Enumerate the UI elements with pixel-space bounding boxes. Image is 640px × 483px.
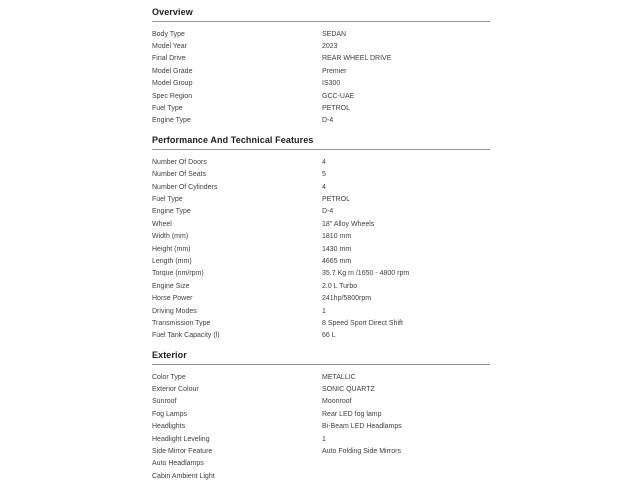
spec-row	[152, 156, 490, 168]
spec-label: Headlights	[152, 423, 186, 431]
spec-label: Spec Region	[152, 92, 193, 100]
spec-rows	[152, 156, 490, 342]
spec-row	[152, 78, 490, 90]
spec-value: 35.7 Kg m /1650 - 4800 rpm	[322, 270, 410, 278]
spec-label: Fuel Type	[152, 105, 183, 113]
spec-row	[152, 255, 490, 267]
spec-value: 4665 mm	[322, 257, 352, 265]
spec-row	[152, 193, 490, 205]
section-title: Performance And Technical Features	[152, 135, 314, 146]
spec-label: Engine Type	[152, 208, 191, 216]
spec-value: Auto Folding Side Mirrors	[322, 448, 401, 456]
spec-row	[152, 206, 490, 218]
spec-value: 1810 mm	[322, 233, 352, 241]
spec-row	[152, 445, 490, 457]
spec-row	[152, 396, 490, 408]
spec-section	[152, 134, 490, 342]
spec-row	[152, 230, 490, 242]
spec-row	[152, 305, 490, 317]
spec-label: Headlight Leveling	[152, 435, 210, 443]
spec-row	[152, 40, 490, 52]
spec-label: Auto Headlamps	[152, 460, 204, 468]
spec-value: Moonroof	[322, 398, 352, 406]
spec-row	[152, 433, 490, 445]
spec-section	[152, 349, 490, 483]
spec-value: 18" Alloy Wheels	[322, 220, 375, 228]
spec-label: Engine Size	[152, 282, 190, 290]
spec-label: Fuel Type	[152, 195, 183, 203]
spec-row	[152, 90, 490, 102]
spec-row	[152, 317, 490, 329]
spec-label: Exterior Colour	[152, 386, 199, 394]
spec-value: METALLIC	[322, 373, 356, 381]
spec-value: Bi-Beam LED Headlamps	[322, 423, 402, 431]
spec-value: REAR WHEEL DRIVE	[322, 55, 392, 63]
section-title: Overview	[152, 7, 193, 17]
spec-label: Fuel Tank Capacity (l)	[152, 332, 220, 340]
spec-row	[152, 268, 490, 280]
spec-label: Transmission Type	[152, 319, 211, 327]
spec-row	[152, 458, 490, 470]
spec-row	[152, 218, 490, 230]
spec-value: Rear LED fog lamp	[322, 410, 382, 418]
spec-label: Model Grade	[152, 67, 193, 75]
spec-value: PETROL	[322, 105, 351, 113]
spec-content	[152, 6, 490, 483]
spec-label: Wheel	[152, 220, 172, 228]
spec-value: 66 L	[322, 332, 336, 340]
spec-row	[152, 408, 490, 420]
spec-value: 241hp/5800rpm	[322, 295, 372, 303]
spec-row	[152, 421, 490, 433]
spec-label: Number Of Cylinders	[152, 183, 218, 191]
spec-value: GCC-UAE	[322, 92, 355, 100]
spec-label: Fog Lamps	[152, 410, 188, 418]
spec-row	[152, 169, 490, 181]
spec-row	[152, 102, 490, 114]
spec-label: Model Year	[152, 43, 188, 51]
spec-row	[152, 115, 490, 127]
section-divider	[152, 21, 490, 22]
spec-value: 5	[322, 171, 326, 179]
spec-rows	[152, 28, 490, 127]
spec-label: Torque (nm/rpm)	[152, 270, 204, 278]
spec-value: Premier	[322, 67, 347, 75]
spec-row	[152, 470, 490, 482]
spec-row	[152, 330, 490, 342]
spec-rows	[152, 371, 490, 483]
section-divider	[152, 364, 490, 365]
spec-value: 1	[322, 307, 326, 315]
spec-value: SEDAN	[322, 30, 347, 38]
spec-row	[152, 28, 490, 40]
spec-row	[152, 292, 490, 304]
spec-value: 4	[322, 158, 326, 166]
spec-label: Driving Modes	[152, 307, 197, 315]
spec-row	[152, 371, 490, 383]
spec-row	[152, 243, 490, 255]
spec-label: Number Of Seats	[152, 171, 207, 179]
spec-value: D-4	[322, 208, 334, 216]
spec-label: Width (mm)	[152, 233, 189, 241]
spec-value: D-4	[322, 117, 334, 125]
spec-label: Engine Type	[152, 117, 191, 125]
spec-row	[152, 383, 490, 395]
spec-label: Height (mm)	[152, 245, 191, 253]
spec-value: 1430 mm	[322, 245, 352, 253]
spec-row	[152, 280, 490, 292]
spec-value: 2.0 L Turbo	[322, 282, 358, 290]
spec-label: Side Mirror Feature	[152, 448, 213, 456]
spec-label: Number Of Doors	[152, 158, 207, 166]
spec-label: Model Group	[152, 80, 193, 88]
spec-value: IS300	[322, 80, 341, 88]
spec-label: Color Type	[152, 373, 186, 381]
spec-value: 1	[322, 435, 326, 443]
spec-value: 2023	[322, 43, 338, 51]
spec-label: Sunroof	[152, 398, 177, 406]
spec-value: SONIC QUARTZ	[322, 386, 375, 394]
spec-label: Length (mm)	[152, 257, 192, 265]
spec-row	[152, 53, 490, 65]
spec-section	[152, 6, 490, 127]
spec-label: Cabin Ambient Light	[152, 472, 215, 480]
spec-value: 8 Speed Sport Direct Shift	[322, 319, 403, 327]
spec-row	[152, 181, 490, 193]
section-divider	[152, 149, 490, 150]
section-title: Exterior	[152, 349, 187, 360]
spec-label: Body Type	[152, 30, 185, 38]
spec-row	[152, 65, 490, 77]
spec-value: 4	[322, 183, 326, 191]
spec-label: Final Drive	[152, 55, 186, 63]
spec-value: PETROL	[322, 195, 351, 203]
spec-label: Horse Power	[152, 295, 193, 303]
